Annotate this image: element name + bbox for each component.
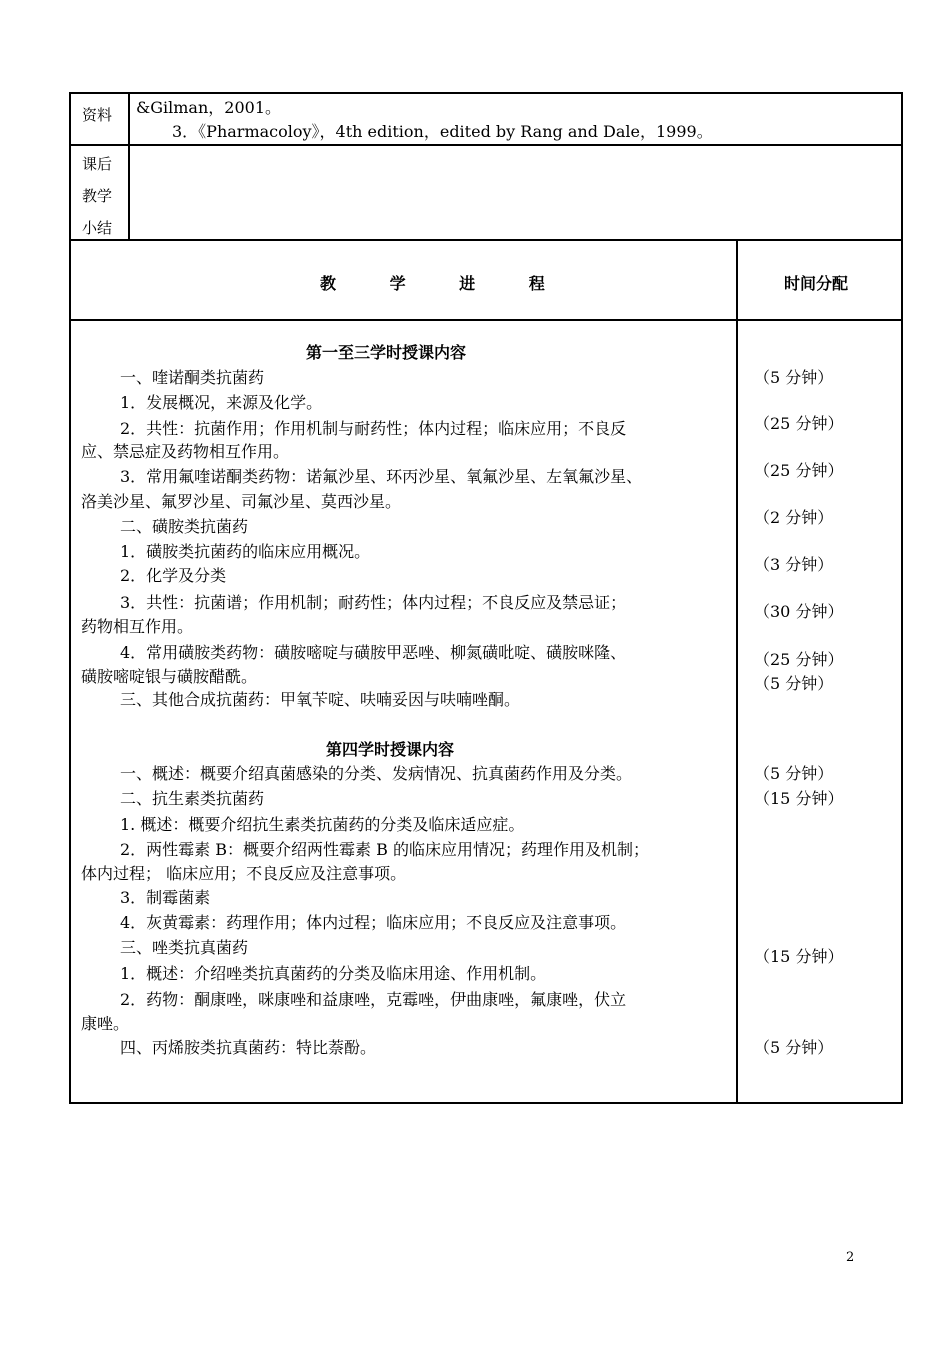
section2-time: （5 分钟）	[754, 764, 834, 783]
table-left-border	[69, 92, 71, 1104]
section1-line: 洛美沙星、氟罗沙星、司氟沙星、莫西沙星。	[81, 492, 402, 511]
section1-line: 4．常用磺胺类药物：磺胺嘧啶与磺胺甲恶唑、柳氮磺吡啶、磺胺咪隆、	[120, 643, 627, 662]
section2-line: 4．灰黄霉素：药理作用；体内过程；临床应用；不良反应及注意事项。	[120, 913, 627, 932]
section2-line: 2．两性霉素 B：概要介绍两性霉素 B 的临床应用情况；药理作用及机制；	[120, 840, 649, 859]
section1-line: 1．发展概况，来源及化学。	[120, 393, 323, 412]
section2-line: 四、丙烯胺类抗真菌药：特比萘酚。	[120, 1038, 377, 1057]
table-top-border	[69, 92, 903, 94]
section2-line: 三、唑类抗真菌药	[120, 938, 249, 957]
section1-time: （25 分钟）	[754, 414, 844, 433]
section1-line: 一、喹诺酮类抗菌药	[120, 368, 265, 387]
table-bottom-border	[69, 1102, 903, 1104]
section1-line: 二、磺胺类抗菌药	[120, 517, 249, 536]
section1-line: 2．共性：抗菌作用；作用机制与耐药性；体内过程；临床应用；不良反	[120, 419, 627, 438]
section1-time: （25 分钟）	[754, 461, 844, 480]
label-column-divider	[128, 92, 130, 241]
section1-time: （2 分钟）	[754, 508, 834, 527]
time-allocation-header: 时间分配	[784, 274, 849, 293]
section1-title: 第一至三学时授课内容	[306, 343, 467, 362]
section1-line: 1．磺胺类抗菌药的临床应用概况。	[120, 542, 371, 561]
section1-line: 药物相互作用。	[81, 617, 194, 636]
summary-label-line-1: 课后	[82, 155, 113, 173]
section1-line: 3．常用氟喹诺酮类药物：诺氟沙星、环丙沙星、氧氟沙星、左氧氟沙星、	[120, 467, 643, 486]
section2-line: 3．制霉菌素	[120, 888, 211, 907]
section2-line: 二、抗生素类抗菌药	[120, 789, 265, 808]
section2-line: 2．药物：酮康唑，咪康唑和益康唑，克霉唑，伊曲康唑，氟康唑，伏立	[120, 990, 627, 1009]
section2-line: 一、概述：概要介绍真菌感染的分类、发病情况、抗真菌药作用及分类。	[120, 764, 633, 783]
summary-label-line-3: 小结	[82, 219, 113, 237]
section1-line: 应、禁忌症及药物相互作用。	[81, 442, 290, 461]
page-number: 2	[846, 1250, 855, 1265]
section2-time: （15 分钟）	[754, 947, 844, 966]
section2-line: 康唑。	[81, 1014, 130, 1033]
references-line-2: 3．《Pharmacoloy》，4th edition，edited by Rang and Dale，1999。	[172, 122, 713, 141]
section1-line: 2．化学及分类	[120, 566, 227, 585]
references-label: 资料	[82, 106, 113, 124]
section2-title: 第四学时授课内容	[326, 740, 455, 759]
section1-time: （25 分钟）	[754, 650, 844, 669]
section2-time: （5 分钟）	[754, 1038, 834, 1057]
section2-line: 体内过程； 临床应用；不良反应及注意事项。	[81, 864, 407, 883]
references-bottom-border	[69, 144, 903, 146]
summary-bottom-border	[69, 239, 903, 241]
references-line-1: &Gilman，2001。	[136, 98, 281, 117]
section1-time: （5 分钟）	[754, 368, 834, 387]
header-bottom-border	[69, 319, 903, 321]
section1-line: 磺胺嘧啶银与磺胺醋酰。	[81, 667, 258, 686]
time-column-divider	[736, 239, 738, 1104]
section2-line: 1. 概述：概要介绍抗生素类抗菌药的分类及临床适应症。	[120, 815, 525, 834]
section1-time: （30 分钟）	[754, 602, 844, 621]
table-right-border	[901, 92, 903, 1104]
summary-label-line-2: 教学	[82, 187, 113, 205]
section1-time: （5 分钟）	[754, 674, 834, 693]
section2-time: （15 分钟）	[754, 789, 844, 808]
section2-line: 1．概述：介绍唑类抗真菌药的分类及临床用途、作用机制。	[120, 964, 547, 983]
progress-header: 教 学 进 程	[320, 274, 569, 293]
section1-line: 三、其他合成抗菌药：甲氧苄啶、呋喃妥因与呋喃唑酮。	[120, 690, 521, 709]
section1-time: （3 分钟）	[754, 555, 834, 574]
section1-line: 3．共性：抗菌谱；作用机制；耐药性；体内过程；不良反应及禁忌证；	[120, 593, 627, 612]
